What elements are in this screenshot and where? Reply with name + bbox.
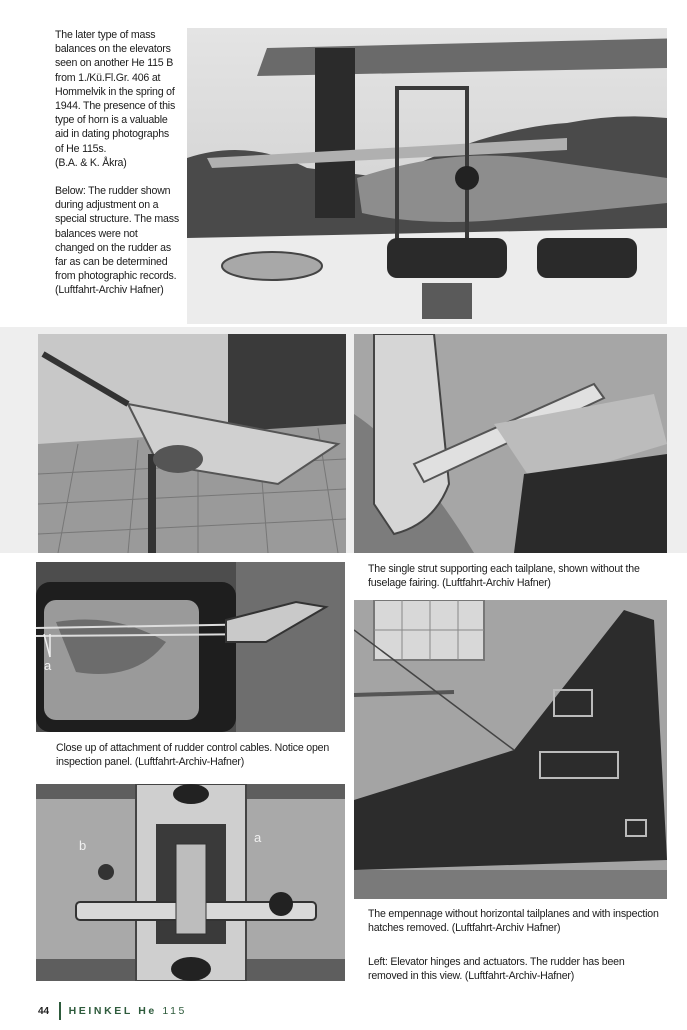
caption-strut-text: The single strut supporting each tailplane, shown without the fuselage fairing. (Luftfahrt-Archiv Hafner)	[368, 563, 640, 590]
caption-mass-balances	[55, 28, 179, 298]
caption-empennage-text: The empennage without horizontal tailplanes and with inspection hatches removed. (Luftfahrt-Archiv Hafner)	[368, 908, 659, 935]
photo-empennage	[354, 600, 667, 899]
caption-mass-balances-text: The later type of mass balances on the elevators seen on another He 115 B from 1./Kü.Fl.Gr. 406 at Hommelvik in the spring of 1944. The presence of this type of horn is a valuable aid in dating photographs of He 115s.	[55, 29, 176, 155]
photo-tailplane-strut	[354, 334, 667, 553]
page-number: 44	[38, 1005, 50, 1017]
caption-cables	[56, 741, 341, 769]
page-footer	[38, 1002, 187, 1020]
photo-rudder-adjustment	[38, 334, 346, 553]
footer-model: 115	[162, 1005, 187, 1017]
footer-divider	[59, 1002, 61, 1020]
caption-empennage	[368, 907, 663, 935]
photo-rudder-cables	[36, 562, 345, 732]
footer-brand: HEINKEL He	[68, 1005, 157, 1017]
caption-hinges	[368, 955, 663, 983]
caption-cables-text: Close up of attachment of rudder control cables. Notice open inspection panel. (Luftfahrt-Archiv-Hafner)	[56, 742, 330, 769]
label-a-hinges: a	[254, 830, 262, 845]
label-a-cables: a	[44, 658, 52, 673]
caption-rudder-adjustment-text: Below: The rudder shown during adjustment on a special structure. The mass balances were not changed on the rudder as far as can be determined from photographic records. (Luftfahrt-Archiv Hafner)	[55, 185, 179, 297]
photo-seaplane-hommelvik	[187, 28, 667, 324]
photo-elevator-hinges	[36, 784, 345, 981]
caption-mass-balances-credit: (B.A. & K. Åkra)	[55, 156, 127, 169]
caption-strut	[368, 562, 663, 590]
footer-title	[69, 1005, 187, 1017]
label-b-hinges: b	[79, 838, 87, 853]
caption-hinges-text: Left: Elevator hinges and actuators. The rudder has been removed in this view. (Luftfahrt-Archiv-Hafner)	[368, 956, 625, 983]
